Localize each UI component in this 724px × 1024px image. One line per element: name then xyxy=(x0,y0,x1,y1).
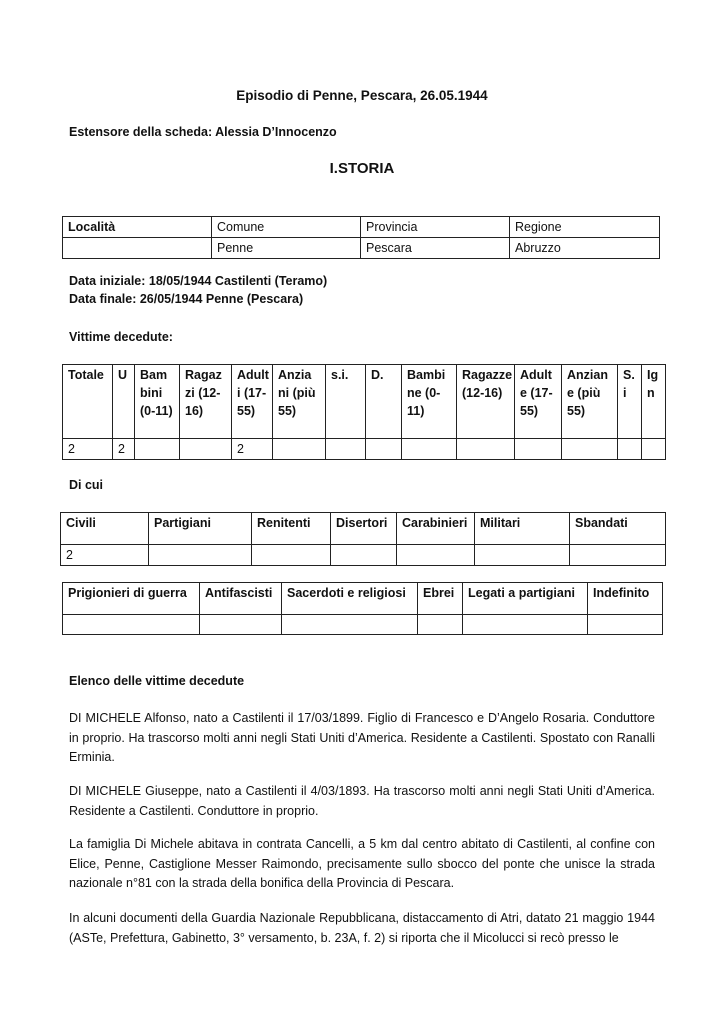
table-cell xyxy=(642,439,666,460)
end-date: Data finale: 26/05/1944 Penne (Pescara) xyxy=(69,292,304,306)
table-cell xyxy=(457,439,515,460)
paragraph: In alcuni documenti della Guardia Nazionale Repubblicana, distaccamento di Atri, datato 21 maggio 1944 (ASTe, Prefettura, Gabinetto, 3° versamento, b. 23A, f. 2) si riporta che il Micolucci si recò presso le xyxy=(69,911,655,945)
table-cell: 2 xyxy=(232,439,273,460)
header-u: U xyxy=(113,365,135,439)
table-cell: Comune xyxy=(212,217,361,238)
victims-list-heading: Elenco delle vittime decedute xyxy=(69,674,245,688)
table-cell xyxy=(402,439,457,460)
table-row xyxy=(63,615,663,635)
table-cell: 2 xyxy=(61,545,149,566)
header-anziane: Anzian e (più 55) xyxy=(562,365,618,439)
header-indefinito: Indefinito xyxy=(588,583,663,615)
header-sacerdoti: Sacerdoti e religiosi xyxy=(282,583,418,615)
categories-table-2 xyxy=(62,582,663,635)
header-legati: Legati a partigiani xyxy=(463,583,588,615)
document-title: Episodio di Penne, Pescara, 26.05.1944 xyxy=(236,88,488,103)
table-cell xyxy=(200,615,282,635)
header-d: D. xyxy=(366,365,402,439)
categories-table-1 xyxy=(60,512,666,566)
table-cell: Regione xyxy=(510,217,660,238)
header-si-f: S. i xyxy=(618,365,642,439)
table-row xyxy=(61,545,666,566)
table-row xyxy=(63,238,660,259)
table-cell xyxy=(418,615,463,635)
table-row xyxy=(63,439,666,460)
paragraph: DI MICHELE Alfonso, nato a Castilenti il 17/03/1899. Figlio di Francesco e D’Angelo Rosaria. Conduttore in proprio. Ha trascorso molti anni negli Stati Uniti d’America. Residente a Castilenti. Spostato con Ranalli Erminia. xyxy=(69,711,655,764)
table-cell xyxy=(180,439,232,460)
location-table xyxy=(62,216,660,259)
header-anziani: Anzia ni (più 55) xyxy=(273,365,326,439)
table-cell xyxy=(149,545,252,566)
section-heading: I.STORIA xyxy=(329,160,395,177)
table-cell xyxy=(463,615,588,635)
table-header-row xyxy=(63,217,660,238)
header-ebrei: Ebrei xyxy=(418,583,463,615)
table-cell: 2 xyxy=(113,439,135,460)
table-cell: Penne xyxy=(212,238,361,259)
header-militari: Militari xyxy=(475,513,570,545)
table-cell xyxy=(588,615,663,635)
paragraph: La famiglia Di Michele abitava in contrata Cancelli, a 5 km dal centro abitato di Castilenti, al confine con Elice, Penne, Castiglione Messer Raimondo, precisamente sullo sbocco del ponte che unisce la strada nazionale n°81 con la strada della bonifica della Provincia di Pescara. xyxy=(69,837,655,890)
author-line: Estensore della scheda: Alessia D’Innocenzo xyxy=(69,125,337,139)
table-cell xyxy=(618,439,642,460)
di-cui-label: Di cui xyxy=(69,478,104,492)
header-civili: Civili xyxy=(61,513,149,545)
header-adulti: Adult i (17-55) xyxy=(232,365,273,439)
header-bambini: Bam bini (0-11) xyxy=(135,365,180,439)
table-header-row xyxy=(63,365,666,439)
table-cell xyxy=(273,439,326,460)
table-cell: Abruzzo xyxy=(510,238,660,259)
header-disertori: Disertori xyxy=(331,513,397,545)
header-renitenti: Renitenti xyxy=(252,513,331,545)
victims-heading: Vittime decedute: xyxy=(69,330,173,344)
header-ragazze: Ragazze (12-16) xyxy=(457,365,515,439)
header-adulte: Adult e (17-55) xyxy=(515,365,562,439)
table-cell: 2 xyxy=(63,439,113,460)
header-partigiani: Partigiani xyxy=(149,513,252,545)
table-cell xyxy=(397,545,475,566)
table-cell xyxy=(282,615,418,635)
table-cell xyxy=(366,439,402,460)
table-header-row xyxy=(61,513,666,545)
header-totale: Totale xyxy=(63,365,113,439)
header-prigionieri: Prigionieri di guerra xyxy=(63,583,200,615)
table-cell: Pescara xyxy=(361,238,510,259)
header-carabinieri: Carabinieri xyxy=(397,513,475,545)
table-cell xyxy=(331,545,397,566)
header-antifascisti: Antifascisti xyxy=(200,583,282,615)
victims-table xyxy=(62,364,666,460)
table-cell xyxy=(475,545,570,566)
table-cell xyxy=(562,439,618,460)
table-cell xyxy=(135,439,180,460)
header-ragazzi: Ragaz zi (12-16) xyxy=(180,365,232,439)
header-ign: Ig n xyxy=(642,365,666,439)
table-cell xyxy=(63,615,200,635)
table-cell xyxy=(63,238,212,259)
table-cell xyxy=(252,545,331,566)
header-bambine: Bambi ne (0-11) xyxy=(402,365,457,439)
start-date: Data iniziale: 18/05/1944 Castilenti (Teramo) xyxy=(69,274,328,288)
table-header-row xyxy=(63,583,663,615)
header-sbandati: Sbandati xyxy=(570,513,666,545)
table-cell: Provincia xyxy=(361,217,510,238)
table-cell xyxy=(570,545,666,566)
paragraph: DI MICHELE Giuseppe, nato a Castilenti il 4/03/1893. Ha trascorso molti anni negli Stati Uniti d’America. Residente a Castilenti. Conduttore in proprio. xyxy=(69,784,655,818)
table-cell: Località xyxy=(63,217,212,238)
header-si: s.i. xyxy=(326,365,366,439)
table-cell xyxy=(515,439,562,460)
table-cell xyxy=(326,439,366,460)
